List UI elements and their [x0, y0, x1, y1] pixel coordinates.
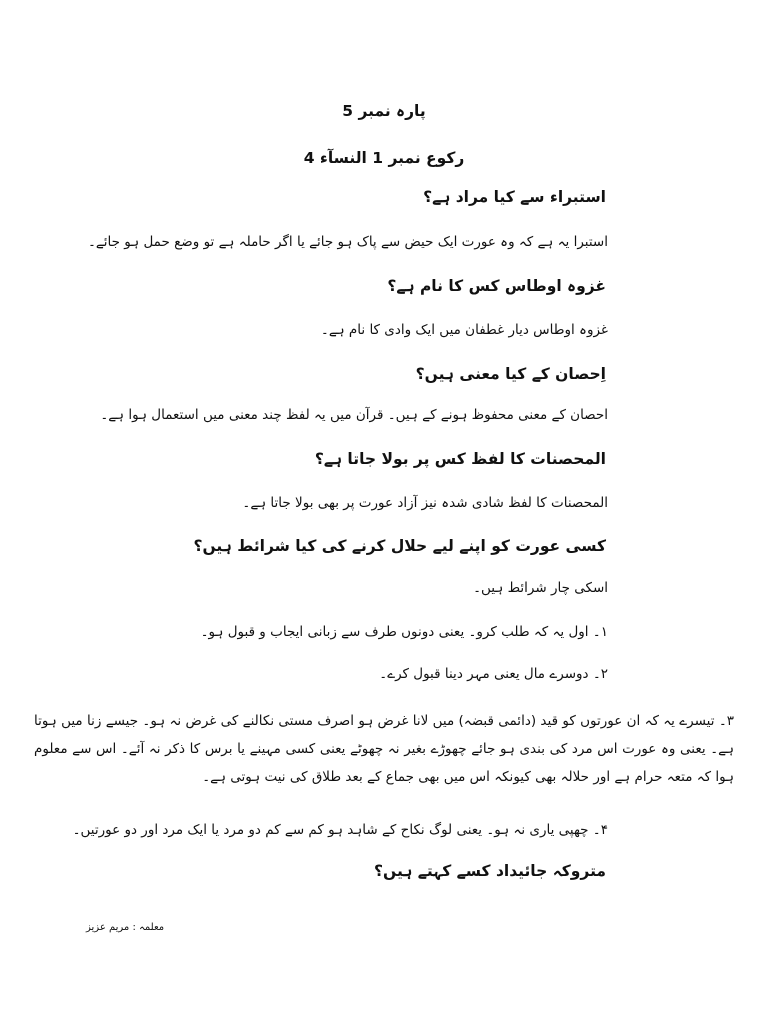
answer-1: استبرا یہ ہے کہ وہ عورت ایک حیض سے پاک ہو جائے یا اگر حاملہ ہے تو وضع حمل ہو جائے۔	[87, 234, 608, 250]
answer-4: المحصنات کا لفظ شادی شدہ نیز آزاد عورت پر بھی بولا جاتا ہے۔	[242, 495, 608, 511]
question-2: غزوہ اوطاس کس کا نام ہے؟	[387, 277, 606, 295]
answer-2: غزوہ اوطاس دیار غطفان میں ایک وادی کا نام ہے۔	[320, 322, 608, 338]
condition-4: ۴۔ چھپی یاری نہ ہو۔ یعنی لوگ نکاح کے شاہد ہو کم سے کم دو مرد یا ایک مرد اور دو عورتیں۔	[72, 822, 608, 838]
answer-5: اسکی چار شرائط ہیں۔	[473, 580, 608, 596]
question-6: متروکہ جائیداد کسے کہتے ہیں؟	[374, 862, 606, 880]
answer-3: احصان کے معنی محفوظ ہونے کے ہیں۔ قرآن میں یہ لفظ چند معنی میں استعمال ہوا ہے۔	[100, 407, 608, 423]
ruku-heading: رکوع نمبر 1 النسآء 4	[303, 149, 465, 167]
condition-2: ۲۔ دوسرے مال یعنی مہر دینا قبول کرے۔	[379, 666, 608, 682]
para-number-heading: پارہ نمبر 5	[342, 102, 426, 120]
teacher-credit: معلمہ : مریم عزیز	[86, 922, 165, 933]
condition-1: ۱۔ اول یہ کہ طلب کرو۔ یعنی دونوں طرف سے زبانی ایجاب و قبول ہو۔	[200, 624, 608, 640]
question-5: کسی عورت کو اپنے لیے حلال کرنے کی کیا شرائط ہیں؟	[193, 537, 606, 555]
question-1: استبراء سے کیا مراد ہے؟	[423, 188, 606, 206]
condition-3: ۳۔ تیسرے یہ کہ ان عورتوں کو قید (دائمی قبضہ) میں لانا غرض ہو اصرف مستی نکالنے کی غرض نہ ہو۔ جیسے زنا میں ہوتا ہے۔ یعنی وہ عورت اس مرد کی بندی ہو جائے چھوڑے بغیر نہ چھوٹے یعنی کسی مہینے یا برس کا ذکر نہ آئے۔ اس سے معلوم ہوا کہ متعہ حرام ہے اور حلالہ بھی کیونکہ اس میں بھی جماع کے بعد طلاق کی نیت ہوتی ہے۔	[34, 713, 734, 785]
question-4: المحصنات کا لفظ کس پر بولا جاتا ہے؟	[314, 450, 606, 468]
question-3: اِحصان کے کیا معنی ہیں؟	[415, 365, 606, 383]
